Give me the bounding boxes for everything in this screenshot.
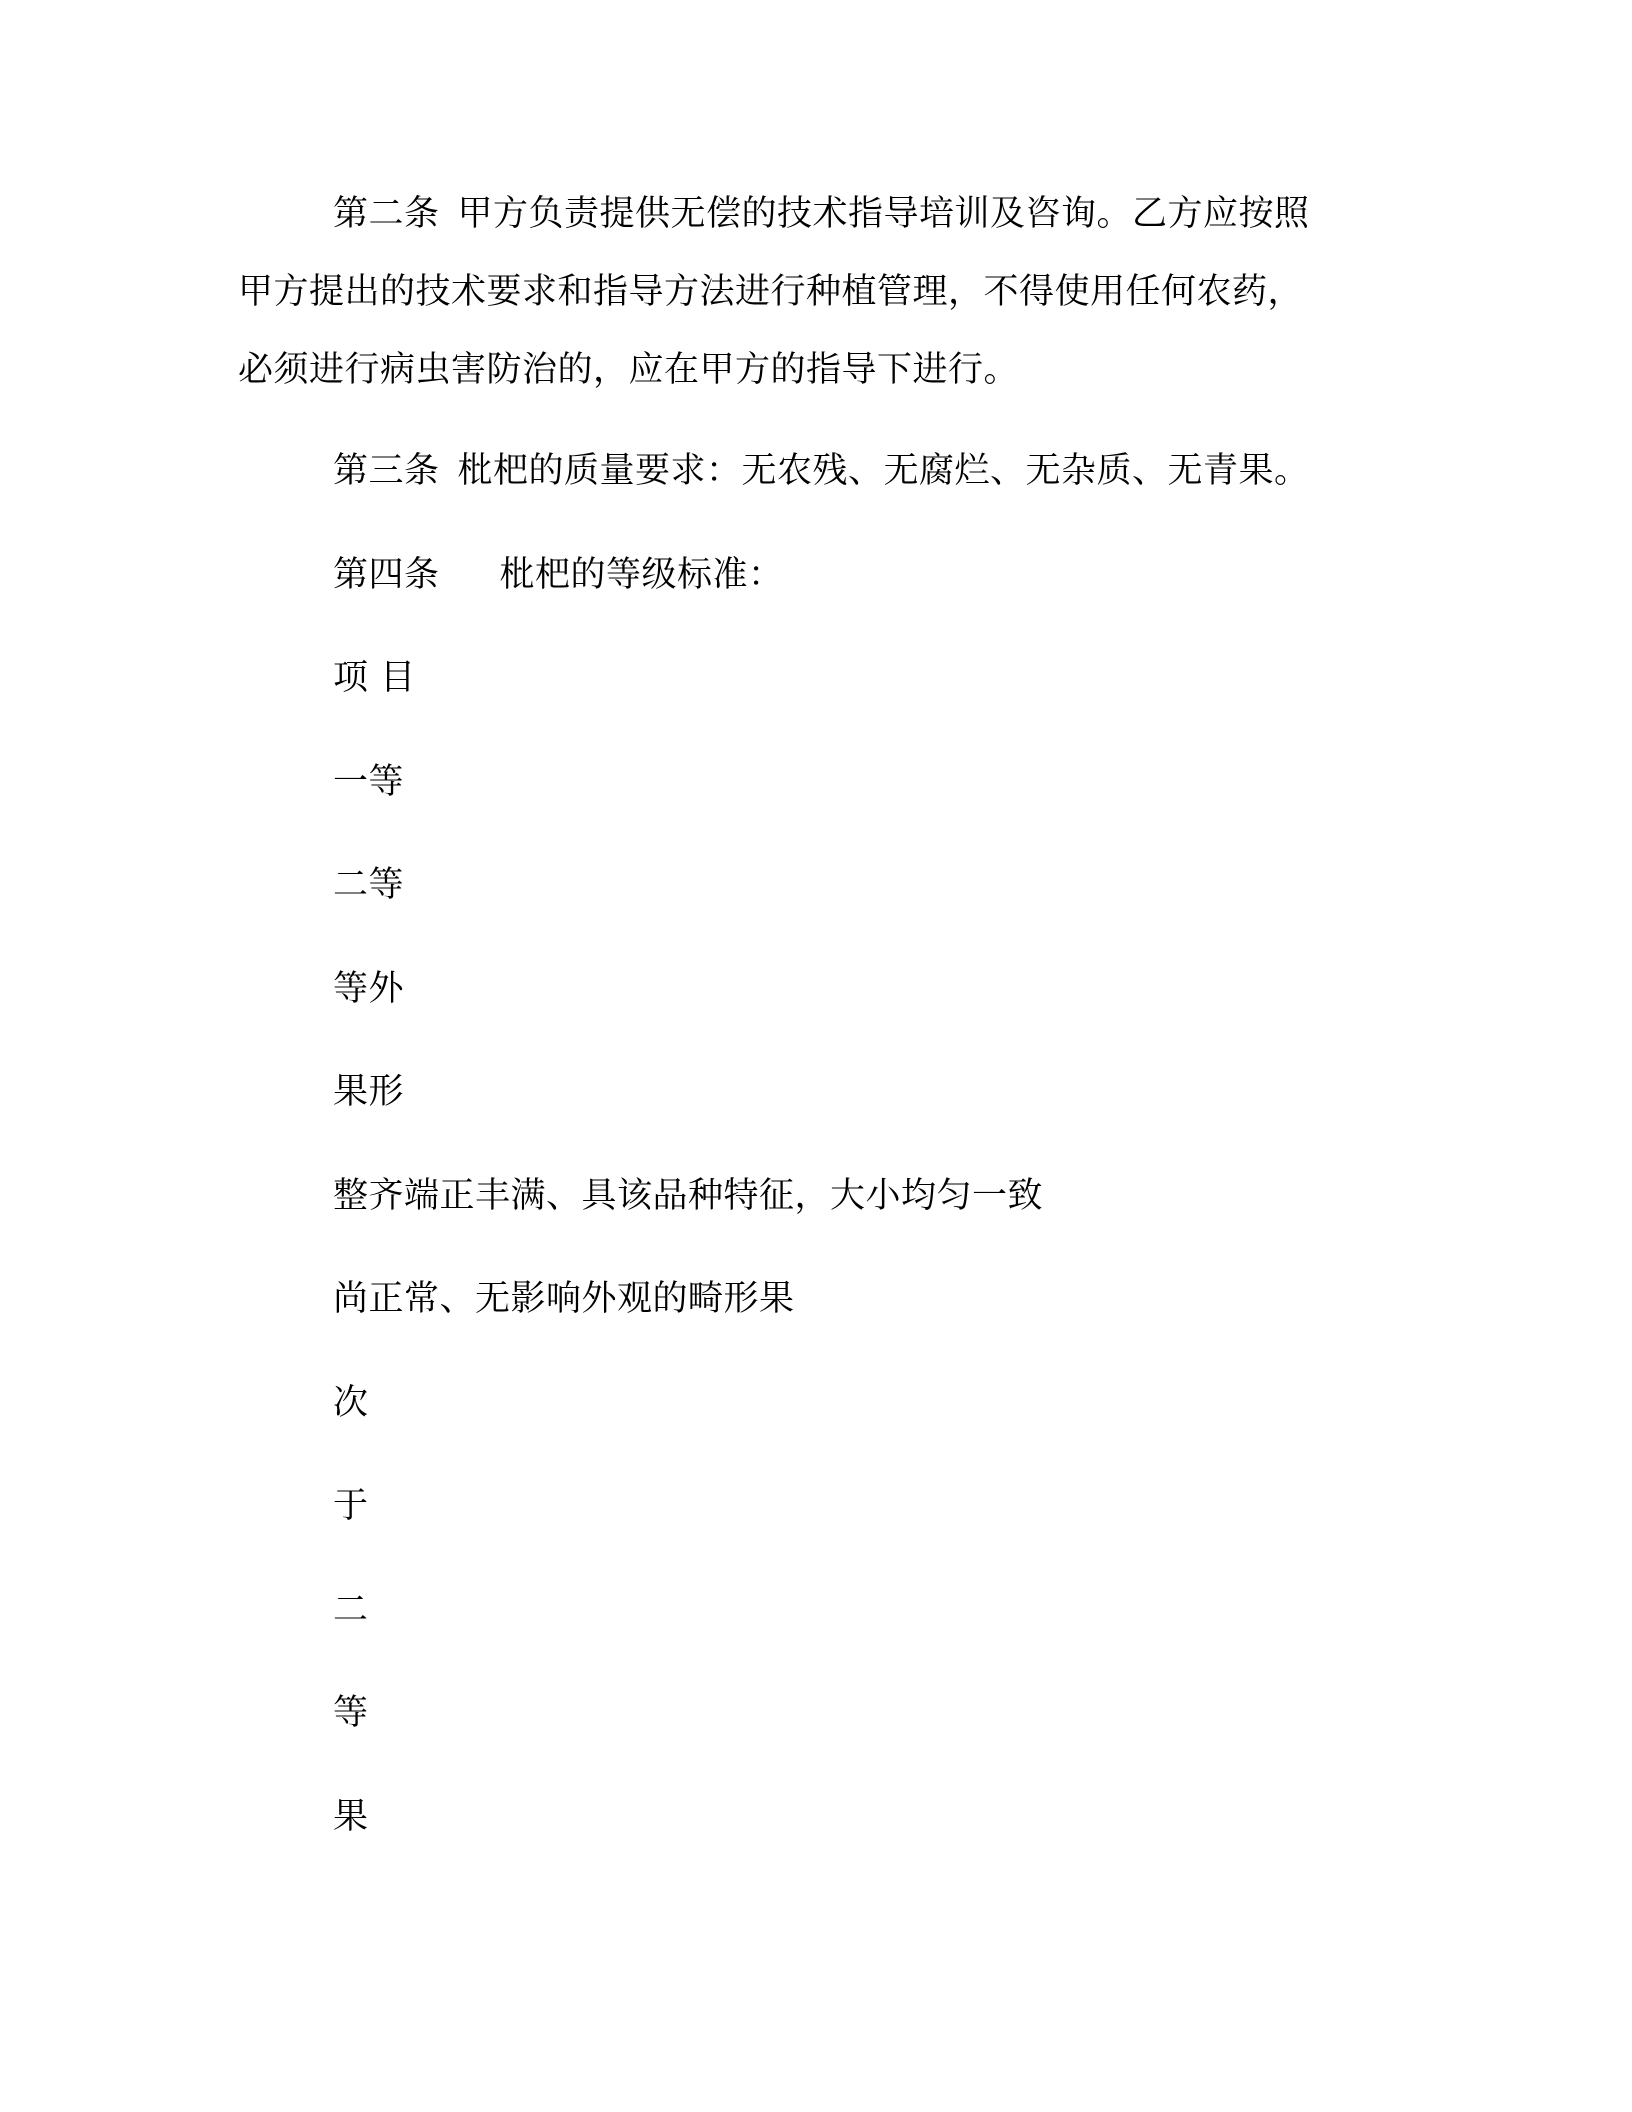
article-2-line-3: 必须进行病虫害防治的，应在甲方的指导下进行。 <box>238 350 1020 390</box>
grade-table-line: 一等 <box>333 762 405 802</box>
grade-table-line: 果形 <box>333 1072 405 1112</box>
grade-table-line: 果 <box>333 1797 369 1837</box>
grade-table-line: 尚正常、无影响外观的畸形果 <box>333 1279 795 1319</box>
article-2-line-1 <box>333 192 1310 236</box>
grade-table-line: 项 目 <box>333 658 416 698</box>
article-4-line <box>333 553 784 597</box>
grade-table-line: 二等 <box>333 865 405 905</box>
article-3-heading: 第三条 <box>333 451 440 491</box>
grade-table-line: 于 <box>333 1486 369 1526</box>
article-3-text: 枇杷的质量要求：无农残、无腐烂、无杂质、无青果。 <box>457 451 1310 491</box>
grade-table-line: 等 <box>333 1693 369 1733</box>
article-2-line-2: 甲方提出的技术要求和指导方法进行种植管理，不得使用任何农药， <box>238 272 1304 312</box>
article-3-line <box>333 449 1310 493</box>
article-2-text-line-1: 甲方负责提供无偿的技术指导培训及咨询。乙方应按照 <box>457 194 1310 234</box>
grade-table-line: 整齐端正丰满、具该品种特征，大小均匀一致 <box>333 1176 1044 1216</box>
grade-table-line: 二 <box>333 1590 369 1630</box>
article-2-heading: 第二条 <box>333 194 440 234</box>
article-4-text: 枇杷的等级标准： <box>499 555 784 595</box>
grade-table-line: 等外 <box>333 969 405 1009</box>
grade-table-line: 次 <box>333 1383 369 1423</box>
article-4-heading: 第四条 <box>333 555 440 595</box>
